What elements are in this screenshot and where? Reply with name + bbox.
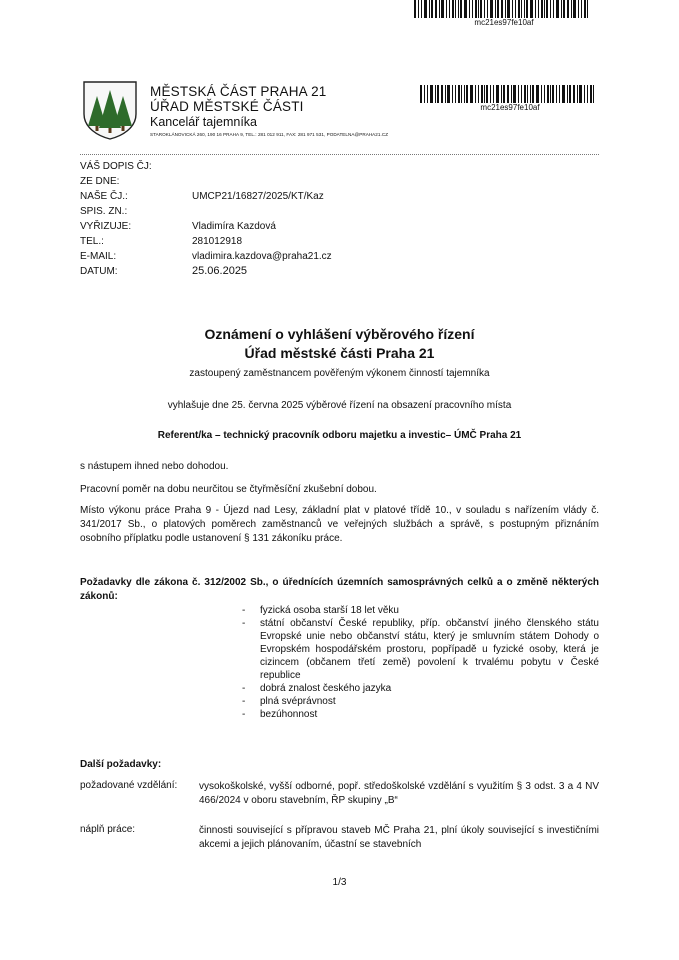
barcode-caption: mc21es97fe10af: [474, 18, 534, 27]
header-barcode: [420, 85, 600, 112]
barcode-bar: [458, 85, 460, 103]
document-title: Oznámení o vyhlášení výběrového řízení: [204, 326, 475, 342]
barcode-bar: [493, 85, 494, 103]
barcode-bar: [578, 0, 579, 18]
barcode-bar: [501, 0, 503, 18]
org-name-line1: MĚSTSKÁ ČÁST PRAHA 21: [150, 84, 327, 99]
meta-value: vladimira.kazdova@praha21.cz: [192, 251, 332, 262]
barcode-bar: [546, 0, 548, 18]
barcode-bars: [414, 0, 594, 18]
header-separator: [80, 154, 599, 155]
barcode-bar: [496, 85, 499, 103]
barcode-bar: [577, 85, 578, 103]
barcode-bar: [484, 85, 485, 103]
document-title-office: Úřad městské části Praha 21: [244, 345, 435, 361]
barcode-bar: [547, 85, 549, 103]
job-description-label: náplň práce:: [80, 824, 136, 835]
barcode-bar: [541, 0, 543, 18]
barcode-bar: [515, 0, 516, 18]
barcode-bar: [478, 0, 479, 18]
barcode-bar: [464, 85, 465, 103]
barcode-bar: [490, 85, 491, 103]
barcode-bar: [470, 85, 473, 103]
barcode-bar: [478, 85, 479, 103]
top-barcode: [414, 0, 594, 27]
list-item: - státní občanství České republiky, příp. občanství jiného členského státu Evropské unie nebo občanství státu, který je smluvním státem Dohody o Evropském hospodářském prostoru, popřípadě u fyzické osoby, která je cizincem (občanem třetí země) povolení k trvalému pobytu v České republice: [242, 617, 599, 682]
barcode-bar: [593, 85, 594, 103]
meta-row: [0, 220, 679, 233]
barcode-bar: [435, 0, 437, 18]
barcode-bar: [518, 85, 519, 103]
meta-value: UMCP21/16827/2025/KT/Kaz: [192, 191, 324, 202]
barcode-bar: [536, 85, 539, 103]
org-name-line2: ÚŘAD MĚSTSKÉ ČÁSTI: [150, 99, 304, 114]
barcode-bar: [481, 85, 483, 103]
barcode-bar: [487, 0, 488, 18]
barcode-bar: [524, 85, 526, 103]
barcode-bar: [455, 0, 456, 18]
barcode-bar: [550, 85, 551, 103]
education-label: požadované vzdělání:: [80, 780, 178, 791]
barcode-bar: [495, 0, 496, 18]
barcode-bar: [421, 0, 422, 18]
barcode-bar: [530, 85, 531, 103]
barcode-bar: [538, 0, 539, 18]
barcode-bar: [584, 85, 585, 103]
barcode-bar: [512, 0, 513, 18]
barcode-bar: [569, 85, 571, 103]
barcode-bar: [587, 0, 588, 18]
barcode-bar: [530, 0, 533, 18]
barcode-bar: [458, 0, 459, 18]
municipal-logo: [80, 80, 140, 145]
document-subtitle: zastoupený zaměstnancem pověřeným výkonem činností tajemníka: [189, 368, 490, 379]
barcode-bar: [505, 0, 506, 18]
meta-value: Vladimíra Kazdová: [192, 221, 276, 232]
barcode-bar: [449, 0, 450, 18]
barcode-bar: [524, 0, 525, 18]
barcode-bar: [556, 0, 559, 18]
barcode-bar: [429, 0, 430, 18]
barcode-bar: [441, 0, 444, 18]
org-address: STAROKLÁNOVICKÁ 260, 190 16 PRAHA 9, TEL.: 281 012 911, FAX: 281 971 531, PODATELNA@PRAHA21.CZ: [150, 132, 389, 137]
meta-row: [0, 265, 679, 278]
barcode-bar: [475, 85, 476, 103]
barcode-bar: [466, 85, 468, 103]
meta-label: VÁŠ DOPIS ČJ:: [80, 161, 152, 172]
meta-label: SPIS. ZN.:: [80, 206, 128, 217]
further-heading: Další požadavky:: [80, 759, 162, 770]
barcode-bar: [452, 0, 454, 18]
barcode-bar: [518, 0, 520, 18]
education-value: vysokoškolské, vyšší odborné, popř. středoškolské vzdělání s využitím § 3 odst. 3 a 4 NV 466/2024 v oboru stavebním, ŘP skupiny „B“: [199, 781, 599, 806]
barcode-bar: [532, 85, 534, 103]
barcode-bar: [424, 85, 425, 103]
barcode-bar: [535, 0, 536, 18]
barcode-bar: [526, 0, 528, 18]
meta-value: 25.06.2025: [192, 265, 248, 277]
barcode-bar: [503, 85, 505, 103]
barcode-bar: [556, 85, 557, 103]
org-department: Kancelář tajemníka: [150, 115, 258, 129]
barcode-bar: [452, 85, 453, 103]
requirements-heading: Požadavky dle zákona č. 312/2002 Sb., o úřednících územních samosprávných celků a o změně některých zákonů:: [80, 577, 599, 602]
barcode-bar: [581, 0, 582, 18]
barcode-bar: [552, 85, 554, 103]
barcode-bar: [484, 0, 485, 18]
barcode-bar: [527, 85, 528, 103]
meta-row: [0, 160, 679, 173]
barcode-caption: mc21es97fe10af: [480, 103, 540, 112]
barcode-bar: [507, 85, 509, 103]
barcode-bar: [437, 85, 439, 103]
barcode-bar: [511, 85, 512, 103]
barcode-bar: [563, 0, 565, 18]
meta-label: VYŘIZUJE:: [80, 221, 132, 232]
barcode-bar: [567, 0, 569, 18]
paragraph-start: s nástupem ihned nebo dohodou.: [80, 461, 229, 472]
barcode-bar: [573, 85, 575, 103]
barcode-bar: [561, 0, 562, 18]
barcode-bar: [455, 85, 456, 103]
meta-row: [0, 190, 679, 203]
barcode-bar: [486, 85, 488, 103]
barcode-bar: [587, 85, 588, 103]
barcode-bar: [414, 0, 416, 18]
barcode-bar: [441, 85, 443, 103]
barcode-bar: [490, 0, 493, 18]
barcode-bar: [420, 85, 422, 103]
list-item: - dobrá znalost českého jazyka: [242, 682, 599, 695]
barcode-bar: [424, 0, 427, 18]
barcode-bar: [521, 0, 522, 18]
page-number: 1/3: [332, 877, 347, 888]
meta-row: [0, 250, 679, 263]
meta-row: [0, 175, 679, 188]
barcode-bar: [559, 85, 560, 103]
barcode-bar: [573, 0, 576, 18]
requirements-list: [242, 604, 599, 721]
paragraph-salary: Místo výkonu práce Praha 9 - Újezd nad Lesy, základní plat v platové třídě 10., v souladu s nařízením vlády č. 341/2017 Sb., o platových poměrech zaměstnanců ve veřejných službách a správě, s postupným přiznáním osobního příplatku podle ustanovení § 131 zákoníku práce.: [80, 505, 599, 544]
barcode-bar: [472, 0, 473, 18]
barcode-bar: [562, 85, 565, 103]
barcode-bar: [447, 85, 450, 103]
barcode-bar: [435, 85, 436, 103]
barcode-bar: [521, 85, 522, 103]
meta-value: 281012918: [192, 236, 243, 247]
barcode-bar: [445, 85, 446, 103]
barcode-bar: [590, 85, 592, 103]
barcode-bar: [461, 85, 462, 103]
position-title: Referent/ka – technický pracovník odboru majetku a investic– ÚMČ Praha 21: [157, 430, 522, 441]
barcode-bar: [579, 85, 582, 103]
meta-row: [0, 205, 679, 218]
meta-label: NAŠE ČJ.:: [80, 191, 128, 202]
barcode-bar: [497, 0, 499, 18]
barcode-bar: [464, 0, 467, 18]
barcode-bar: [475, 0, 477, 18]
barcode-bar: [507, 0, 510, 18]
barcode-bar: [418, 0, 419, 18]
barcode-bar: [553, 0, 554, 18]
barcode-bar: [550, 0, 551, 18]
barcode-bar: [544, 0, 545, 18]
barcode-bar: [544, 85, 545, 103]
barcode-bar: [427, 85, 428, 103]
barcode-bar: [430, 85, 433, 103]
job-description-value: činnosti související s přípravou staveb MČ Praha 21, plní úkoly související s investičními akcemi a jejich plánovaním, účastní se stavebních: [199, 825, 599, 850]
barcode-bar: [571, 0, 572, 18]
list-item: - plná svéprávnost: [242, 695, 599, 708]
meta-block: [0, 160, 679, 278]
barcode-bar: [469, 0, 470, 18]
tree-logo-icon: [80, 80, 140, 140]
list-item: - fyzická osoba starší 18 let věku: [242, 604, 599, 617]
barcode-bar: [431, 0, 433, 18]
barcode-bar: [501, 85, 502, 103]
barcode-bar: [480, 0, 482, 18]
announcement-line: vyhlašuje dne 25. června 2025 výběrové řízení na obsazení pracovního místa: [167, 400, 512, 411]
barcode-bar: [541, 85, 542, 103]
barcode-bar: [460, 0, 462, 18]
meta-row: [0, 235, 679, 248]
barcode-bar: [439, 0, 440, 18]
barcode-bar: [567, 85, 568, 103]
paragraph-contract: Pracovní poměr na dobu neurčitou se čtyřměsíční zkušební dobou.: [80, 484, 377, 495]
barcode-bar: [446, 0, 447, 18]
meta-label: E-MAIL:: [80, 251, 117, 262]
meta-label: DATUM:: [80, 266, 118, 277]
meta-label: TEL.:: [80, 236, 104, 247]
barcode-bar: [513, 85, 516, 103]
list-item: - bezúhonnost: [242, 708, 599, 721]
barcode-bars: [420, 85, 600, 103]
barcode-bar: [584, 0, 586, 18]
meta-label: ZE DNE:: [80, 176, 120, 187]
